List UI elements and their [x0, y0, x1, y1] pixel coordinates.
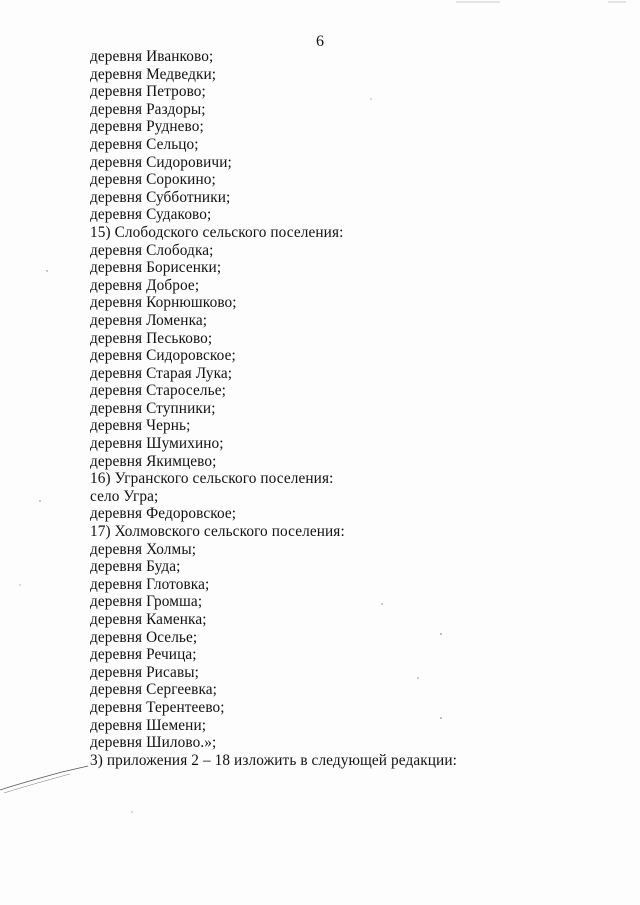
text-line: деревня Старая Лука; [90, 364, 233, 382]
text-line: деревня Иванково; [90, 48, 214, 65]
text-line: деревня Ступники; [90, 399, 216, 417]
margin-scribble-2 [4, 774, 70, 793]
text-line: 17) Холмовского сельского поселения: [90, 523, 345, 541]
text-line: деревня Руднево; [90, 118, 204, 136]
text-line: деревня Судаково; [90, 206, 212, 224]
text-line: 3) приложения 2 – 18 изложить в следующей редакции: [90, 751, 457, 769]
speck [39, 500, 40, 501]
speck [19, 584, 20, 585]
text-line: деревня Якимцево; [90, 452, 217, 470]
text-line: деревня Борисенки; [90, 259, 222, 277]
text-line: деревня Громша; [90, 593, 203, 611]
text-line: деревня Доброе; [90, 276, 200, 294]
page-number: 6 [316, 33, 324, 50]
text-line: деревня Субботники; [90, 188, 231, 206]
text-line: деревня Буда; [90, 558, 181, 576]
text-line: деревня Шумихино; [90, 435, 224, 453]
text-line: 15) Слободского сельского поселения: [90, 223, 344, 241]
text-line: деревня Медведки; [90, 65, 217, 83]
text-line: 16) Угранского сельского поселения: [90, 470, 334, 488]
text-line: деревня Песьково; [90, 329, 213, 347]
text-line: деревня Рисавы; [90, 663, 199, 681]
text-line: деревня Слободка; [90, 241, 214, 259]
text-line: деревня Федоровское; [90, 505, 237, 523]
text-line: село Угра; [90, 487, 159, 505]
text-line: деревня Корнюшково; [90, 294, 237, 312]
text-line: деревня Сергеевка; [90, 681, 218, 699]
text-line: деревня Сорокино; [90, 171, 216, 189]
document-body [90, 48, 620, 769]
text-line: деревня Петрово; [90, 83, 206, 101]
text-line: деревня Терентеево; [90, 698, 225, 716]
text-line: деревня Раздоры; [90, 100, 206, 118]
margin-scribble [0, 766, 88, 790]
text-line: деревня Каменка; [90, 611, 207, 628]
text-line: деревня Речица; [90, 646, 197, 664]
text-line: деревня Сидоровское; [90, 347, 236, 365]
text-line: деревня Чернь; [90, 417, 191, 435]
text-line: деревня Глотовка; [90, 575, 210, 593]
speck [46, 270, 47, 271]
text-line: деревня Сидоровичи; [90, 153, 232, 171]
text-line: деревня Староселье; [90, 382, 226, 400]
text-line: деревня Оселье; [90, 628, 198, 646]
text-line: деревня Сельцо; [90, 135, 199, 153]
text-line: деревня Ломенка; [90, 311, 208, 329]
text-line: деревня Холмы; [90, 540, 197, 558]
text-line: деревня Шемени; [90, 716, 207, 734]
speck [131, 811, 132, 812]
text-line: деревня Шилово.»; [90, 734, 217, 752]
